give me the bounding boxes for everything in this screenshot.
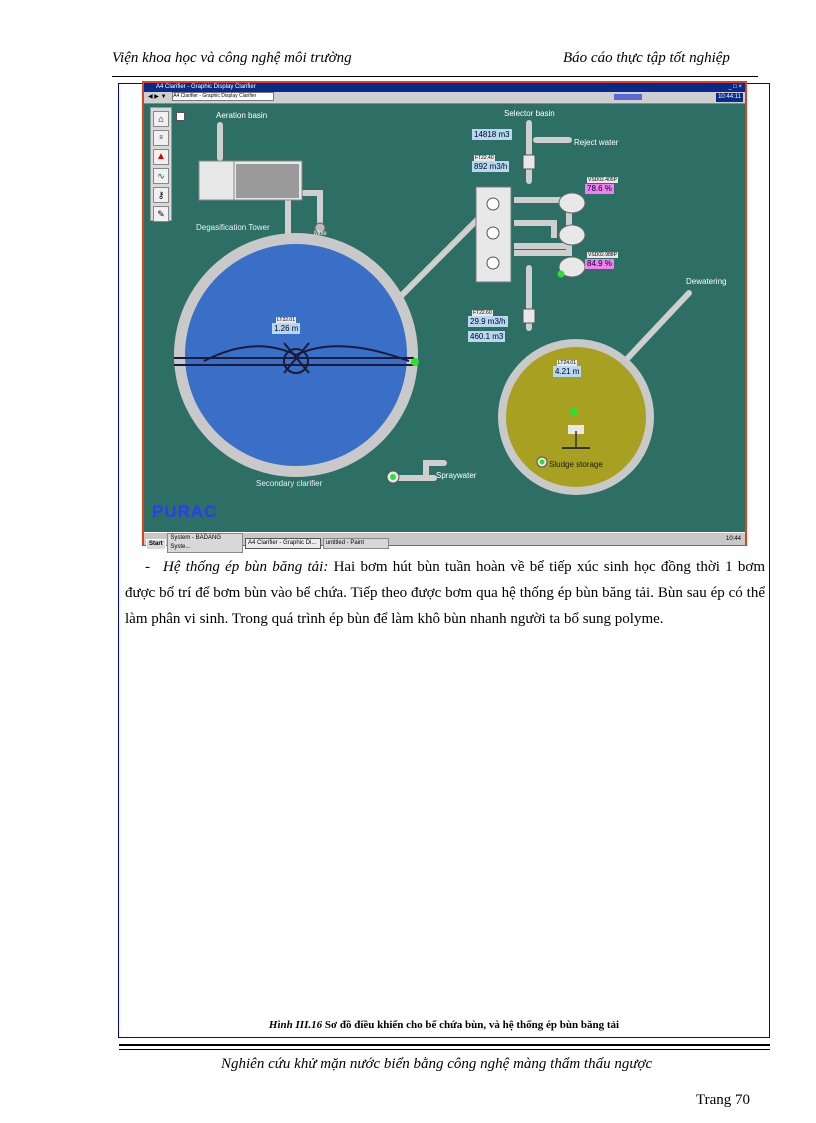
key-icon[interactable]: ⚷	[153, 187, 169, 203]
alarm-icon[interactable]: ▲	[153, 149, 169, 165]
window-title: A4 Clarifier - Graphic Display Clarifier	[156, 84, 256, 90]
paragraph-lead: Hệ thống ép bùn băng tải:	[163, 559, 329, 575]
paragraph-body: Hai bơm hút bùn tuần hoàn về bể tiếp xúc sinh học đồng thời 1 bơm được bố trí để bơm bùn vào bể chứa. Tiếp theo được bơm qua hệ thống ép bùn băng tải. Bùn sau ép có thể làm phân vi sinh. Trong quá trình ép bùn để làm khô bùn nhanh người ta bổ sung polyme.	[125, 559, 765, 627]
tag-flow: FT22.40	[475, 155, 494, 161]
caption-text: Sơ đồ điều khiển cho bể chứa bùn, và hệ thống ép bùn băng tải	[322, 1019, 620, 1031]
storage-mixer-light	[570, 408, 578, 416]
footer-rule-thin	[119, 1049, 770, 1050]
window-controls-icon[interactable]: _ □ ×	[728, 84, 742, 90]
label-degas-tower: Degasification Tower	[196, 223, 270, 232]
label-sludge-storage: Sludge storage	[549, 460, 603, 469]
sludge-flow: 29.9 m3/h	[470, 317, 506, 326]
process-diagram	[144, 103, 745, 532]
header-report: Báo cáo thực tập tốt nghiệp	[563, 50, 730, 66]
storage-level: 4.21 m	[555, 367, 580, 376]
clock-display: 10:44:11	[718, 94, 741, 100]
bullet-dash: -	[145, 559, 150, 575]
purac-logo: PURAC	[152, 502, 218, 521]
label-secondary-clarifier: Secondary clarifier	[256, 479, 323, 488]
trend-icon[interactable]: ∿	[153, 168, 169, 184]
scada-screenshot	[144, 83, 745, 550]
windows-taskbar	[144, 532, 745, 550]
vsd3-speed: 84.9 %	[587, 259, 612, 268]
sludge-volume: 460.1 m3	[470, 332, 504, 341]
task-clarifier[interactable]: A4 Clarifier - Graphic Di...	[245, 538, 321, 549]
label-aeration-basin: Aeration basin	[216, 111, 268, 120]
recirc-pumps	[558, 193, 586, 278]
figure-caption	[118, 1019, 770, 1031]
mixer-pipe	[304, 193, 320, 228]
pump-loop-2	[514, 223, 554, 238]
task-system[interactable]: System - BADANG Syste...	[167, 533, 243, 553]
sludge-valve	[523, 309, 535, 323]
label-reject-water: Reject water	[574, 138, 619, 147]
degas-tower-inner	[236, 164, 299, 198]
caption-label: Hình III.16	[268, 1019, 323, 1031]
home-icon[interactable]: ⌂	[153, 111, 169, 127]
tag-vsd3: VSD02.988P	[588, 252, 617, 258]
taskbar-clock: 10:44	[725, 536, 741, 542]
dewatering-pipe	[626, 293, 689, 360]
label-selector-basin: Selector basin	[504, 109, 555, 118]
display-selector[interactable]: A4 Clarifier - Graphic Display Clarifier	[172, 92, 274, 101]
tag-sludge-flow: FT22.60	[473, 310, 492, 316]
window-titlebar	[144, 83, 745, 92]
clarifier-level: 1.26 m	[274, 324, 299, 333]
tag-storage-level: LT24.01	[558, 360, 576, 366]
status-indicator	[614, 94, 642, 100]
clarifier-feed-pipe	[396, 218, 479, 301]
start-button[interactable]: Start	[146, 539, 166, 550]
label-mixer: Mixe	[314, 231, 327, 237]
header-rule	[112, 76, 758, 77]
selector-flow: 892 m3/h	[474, 162, 508, 171]
selector-volume: 14818 m3	[474, 130, 510, 139]
selector-valve	[523, 155, 535, 169]
header-institute: Viện khoa học và công nghệ môi trường	[112, 50, 352, 66]
clarifier-drive-light	[411, 358, 419, 366]
vsd1-speed: 78.6 %	[587, 184, 612, 193]
body-paragraph	[125, 554, 765, 632]
footer-title: Nghiên cứu khử mặn nước biển bằng công nghệ màng thẩm thấu ngược	[221, 1056, 653, 1072]
label-dewatering: Dewatering	[686, 277, 727, 286]
toolbar-nav-icon[interactable]: ◀ ▶ ▼	[148, 94, 167, 101]
tag-clarifier-level: LT22.01	[277, 317, 295, 323]
footer-rule	[119, 1044, 770, 1046]
tag-vsd1: VSD02.405P	[588, 177, 617, 183]
manifold-pumps	[487, 198, 499, 269]
label-spraywater: Spraywater	[436, 471, 477, 480]
page-number: Trang 70	[696, 1092, 751, 1108]
tools-icon[interactable]: ✎	[153, 206, 169, 222]
list-icon[interactable]: ≡	[153, 130, 169, 146]
task-paint[interactable]: untitled - Paint	[323, 538, 389, 549]
